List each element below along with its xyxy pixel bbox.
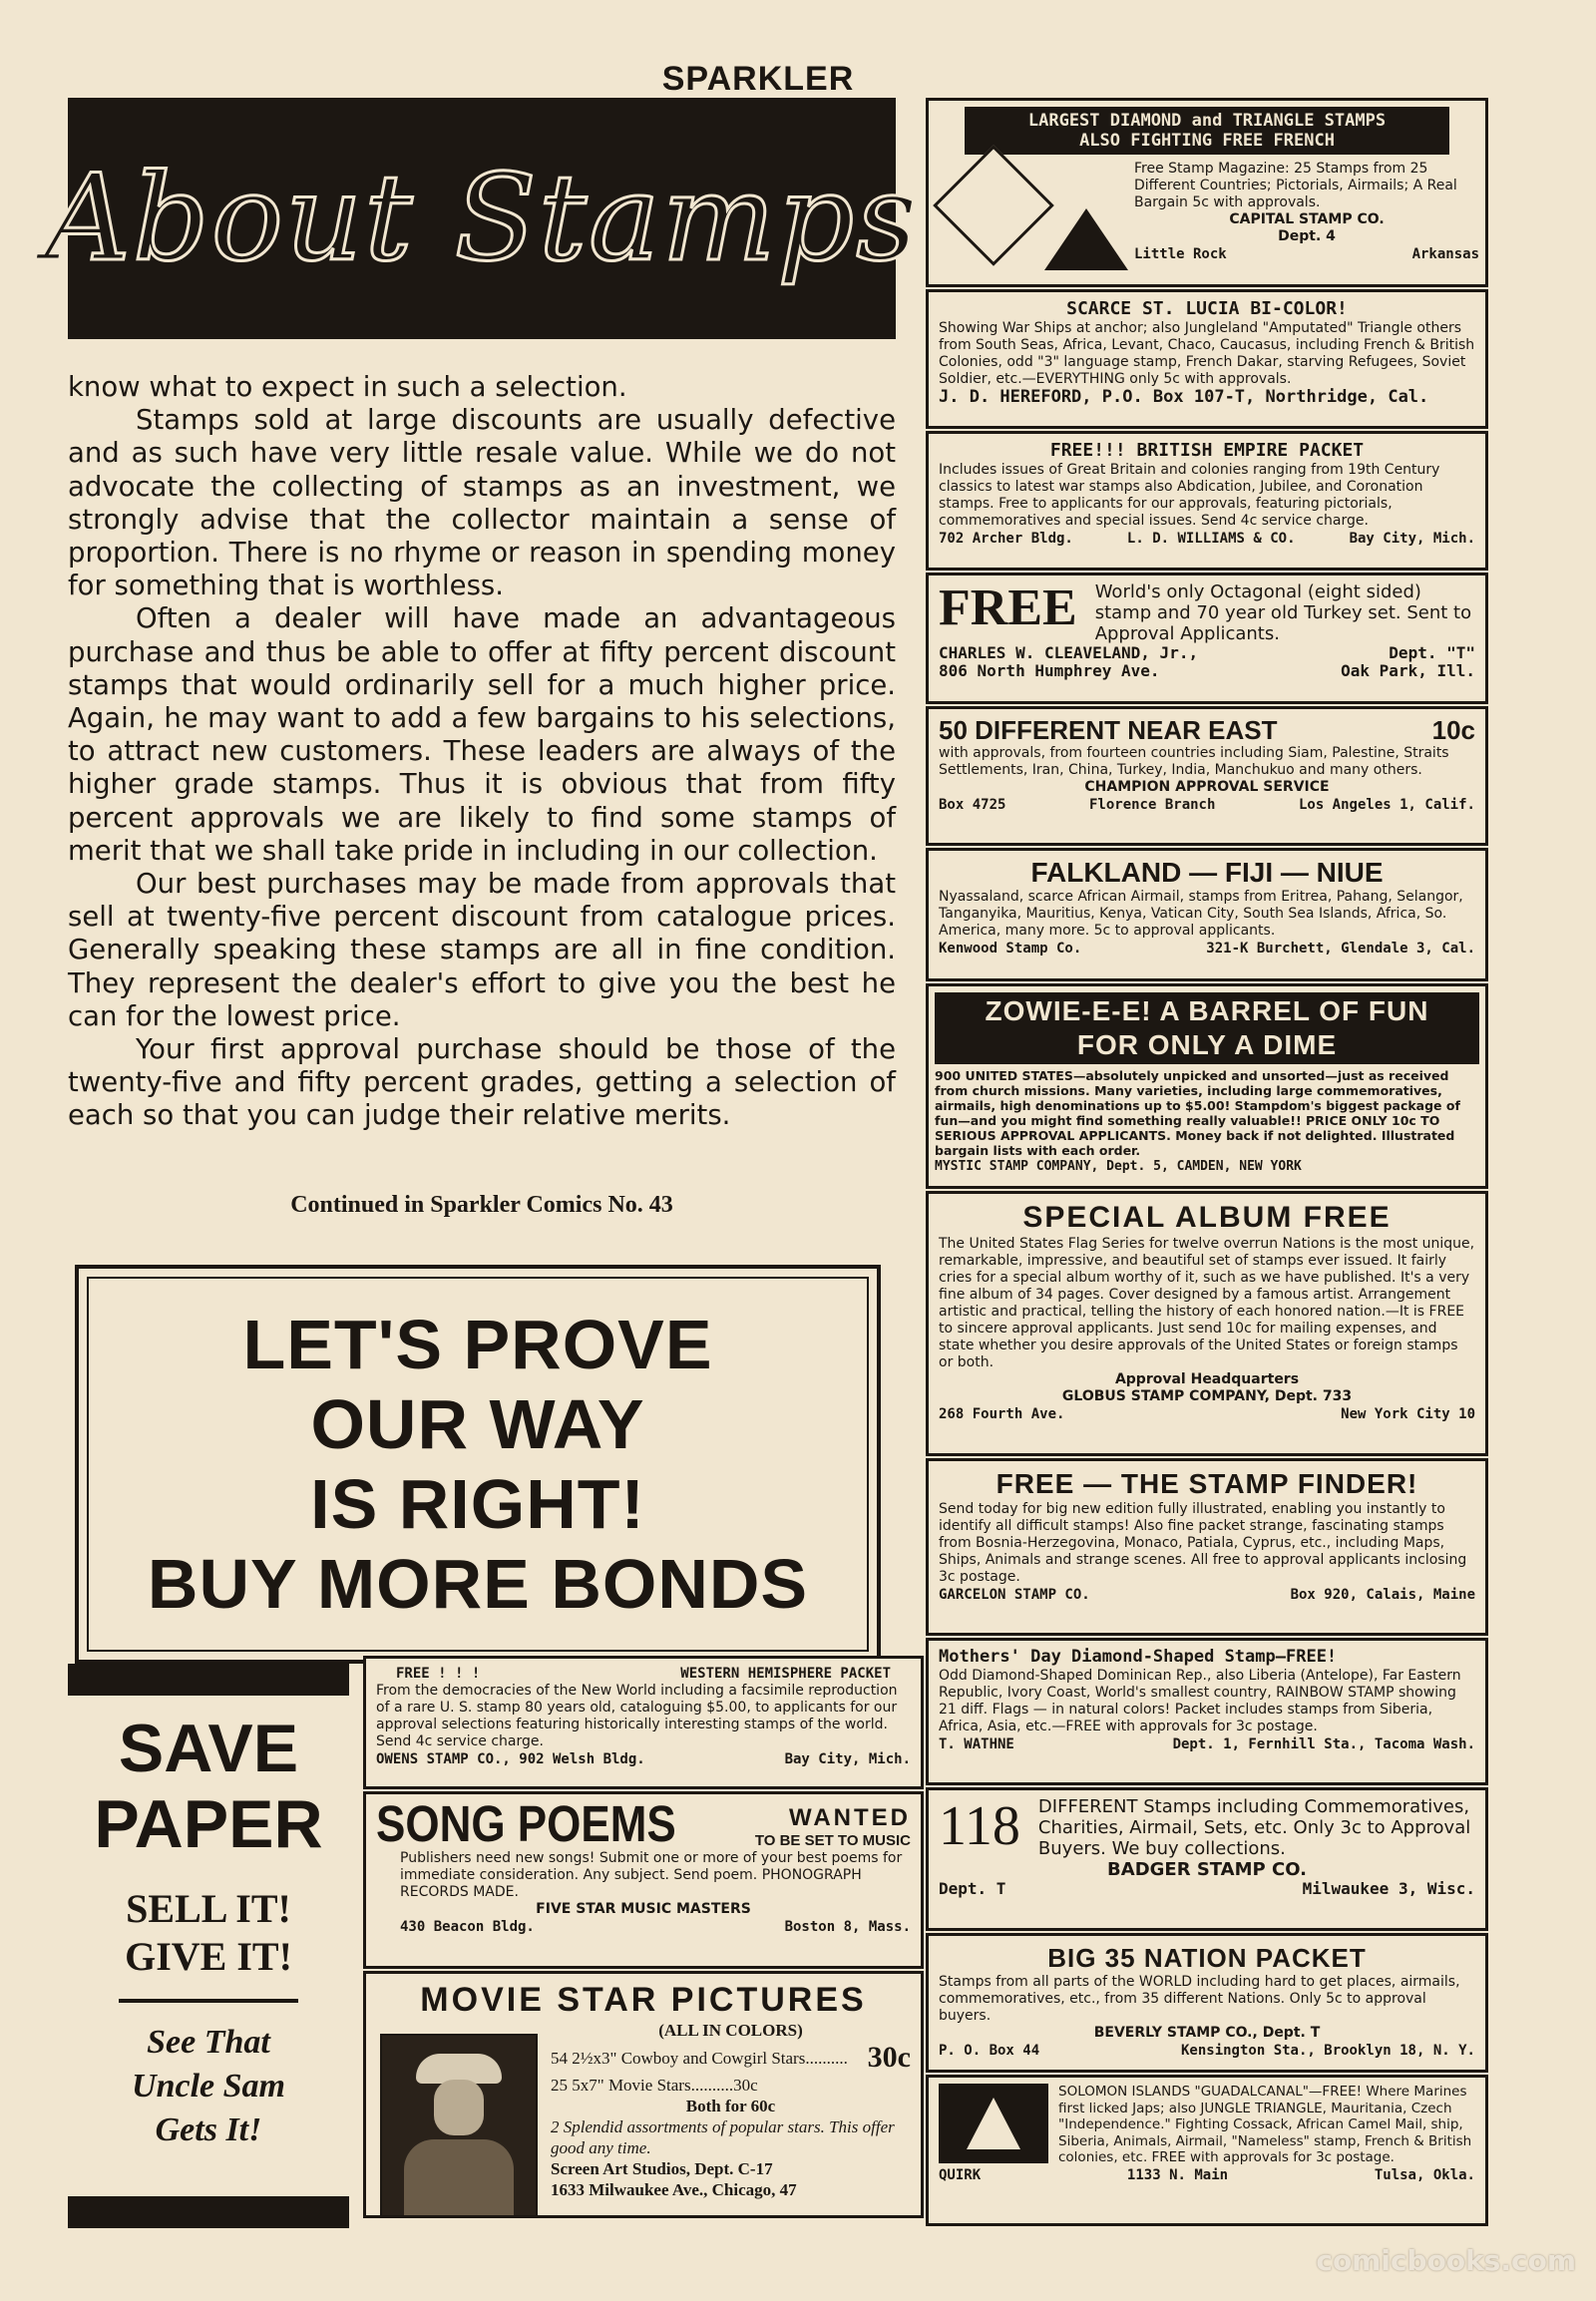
continued-note: Continued in Sparkler Comics No. 43 (290, 1192, 673, 1218)
ad-body: SOLOMON ISLANDS "GUADALCANAL"—FREE! Where Marines first licked Japs; also JUNGLE TRIANGLE, Mauritania, Czech "Independence." Fighting Cossack, African Camel Mail, ship, Siberia, Animals, Airmail, "Nameless" stamp, French & British colonies, etc. FREE with approvals for 3c postage. (1058, 2084, 1472, 2165)
ad-line: Both for 60c (685, 2097, 776, 2115)
ad-head: FREE ! ! ! (396, 1666, 481, 1682)
ad-35-nation (926, 1933, 1488, 2073)
ad-company: GLOBUS STAMP COMPANY, Dept. 733 (1061, 1388, 1353, 1404)
bonds-ad (75, 1265, 881, 1664)
ad-footer: 1633 Milwaukee Ave., Chicago, 47 (551, 2180, 797, 2199)
ad-wanted: WANTED (789, 1804, 911, 1831)
save-paper-ad (68, 1664, 349, 2202)
ad-state: Arkansas (1411, 246, 1479, 262)
ad-company: BEVERLY STAMP CO., Dept. T (1093, 2025, 1321, 2041)
ad-head-line: LARGEST DIAMOND and TRIANGLE STAMPS (1027, 111, 1387, 131)
ad-footer: J. D. HEREFORD, P.O. Box 107-T, Northridge, Cal. (939, 387, 1429, 407)
ad-company: CAPITAL STAMP CO. (1229, 211, 1385, 227)
save-italic: See That (147, 2024, 270, 2061)
ad-sub: TO BE SET TO MUSIC (754, 1832, 911, 1849)
ad-footer: Florence Branch (1088, 797, 1216, 813)
ad-head: MOVIE STAR PICTURES (420, 1981, 867, 2019)
cowboy-photo-icon (380, 2034, 538, 2217)
ad-footer: Dept. "T" (1389, 643, 1475, 662)
ad-line: 25 5x7" Movie Stars..........30c (551, 2076, 758, 2095)
ad-head-line: FOR ONLY A DIME (1076, 1029, 1338, 1060)
ad-company: CHAMPION APPROVAL SERVICE (1084, 779, 1330, 795)
ad-head-line: ALSO FIGHTING FREE FRENCH (1079, 131, 1335, 151)
ad-diamond-triangle (926, 98, 1488, 287)
ad-near-east (926, 706, 1488, 846)
article-body (68, 371, 896, 1133)
ad-head: FREE!!! BRITISH EMPIRE PACKET (1049, 440, 1365, 461)
about-stamps-banner (44, 98, 920, 339)
black-bar (68, 2196, 349, 2228)
ad-footer: Dept. 1, Fernhill Sta., Tacoma Wash. (1172, 1736, 1475, 1752)
ad-western-hemisphere (363, 1656, 924, 1789)
ad-hq: Approval Headquarters (1114, 1371, 1300, 1387)
ad-footer: Los Angeles 1, Calif. (1298, 797, 1475, 813)
ad-body: Free Stamp Magazine: 25 Stamps from 25 Different Countries; Pictorials, Airmails; A Real Bargain 5c with approvals. (1134, 161, 1457, 210)
ad-footer: Tulsa, Okla. (1374, 2166, 1475, 2183)
ad-footer: OWENS STAMP CO., 902 Welsh Bldg. (376, 1751, 645, 1767)
ad-head: Mothers' Day Diamond-Shaped Stamp—FREE! (939, 1647, 1338, 1667)
ad-body: with approvals, from fourteen countries including Siam, Palestine, Straits Settlements, Iran, China, Turkey, India, Manchukuo and many others. (939, 745, 1449, 778)
ad-footer: P. O. Box 44 (939, 2043, 1040, 2059)
ad-number: 118 (939, 1795, 1020, 1857)
ad-solomon (926, 2075, 1488, 2226)
ad-footer: Box 4725 (939, 797, 1006, 813)
ad-body: 900 UNITED STATES—absolutely unpicked and unsorted—just as received from church missions. Many varieties, including large commemoratives, airmails, high denominations up to $5.00! Stampdom's biggest package of fun—and you might find something really valuable!! PRICE ONLY 10c TO SERIOUS APPROVAL APPLICANTS. Money back if not delighted. Illustrated bargain lists with each order. (935, 1068, 1460, 1158)
ad-footer: Boston 8, Mass. (784, 1919, 911, 1935)
ad-head: SONG POEMS (376, 1796, 676, 1853)
ad-footer: Bay City, Mich. (784, 1751, 911, 1767)
ad-footer: Dept. T (939, 1879, 1006, 1898)
ad-octagonal (926, 573, 1488, 704)
ad-footer: 1133 N. Main (1126, 2166, 1229, 2183)
ad-footer: Oak Park, Ill. (1341, 661, 1475, 680)
save-title: PAPER (94, 1786, 323, 1862)
ad-sub: (ALL IN COLORS) (658, 2021, 803, 2040)
ad-footer: New York City 10 (1341, 1406, 1475, 1422)
ad-118-different (926, 1787, 1488, 1931)
article-paragraph: Our best purchases may be made from approvals that sell at twenty-five percent discount from catalogue prices. Generally speaking these stamps are all in fine condition. They represent the dealer's effort to give you the best he can for the lowest price. (68, 868, 896, 1032)
watermark: comicbooks.com (1316, 2244, 1576, 2277)
diamond-triangle-stamps-icon (935, 155, 1124, 276)
free-label: FREE (939, 579, 1077, 636)
bonds-line: BUY MORE BONDS (147, 1545, 809, 1623)
ad-body: Includes issues of Great Britain and colonies ranging from 19th Century classics to latest war stamps also Abdication, Jubilee, and Coronation stamps. Free to applicants for our approvals, featuring pictorials, commemoratives and special issues. Send 4c service charge. (939, 462, 1440, 529)
ad-body: Showing War Ships at anchor; also Jungleland "Amputated" Triangle others from South Seas, Africa, Levant, Chaco, Caucasus, including French & British Colonies, odd "3" language stamp, French Dakar, starving Refugees, Soviet Soldier, etc.—EVERYTHING only 5c with approvals. (939, 320, 1475, 387)
ad-body: Nyassaland, scarce African Airmail, stamps from Eritrea, Pahang, Selangor, Tanganyika, Mauritius, Kenya, Vatican City, South Sea Islands, Africa, So. America, many more. 5c to approval applicants. (939, 889, 1463, 939)
ad-body: The United States Flag Series for twelve overrun Nations is the most unique, remarkable, impressive, and beautiful set of stamps ever issued. It fairly cries for a special album worthy of it, such as we have published. It's a very fine album of 34 pages. Cover designed by a famous artist. Arrangement artistic and practical, telling the history of each honored nation.—It is FREE to sincere approval applicants. Just send 10c for mailing expenses, and state whether you desire approvals of the United States or foreign stamps or both. (939, 1236, 1475, 1370)
ad-price: 30c (867, 2041, 911, 2074)
page-header: SPARKLER (661, 60, 855, 98)
save-sub: GIVE IT! (125, 1934, 292, 1979)
ad-head: FALKLAND — FIJI — NIUE (1030, 857, 1384, 888)
ad-footer: GARCELON STAMP CO. (939, 1587, 1090, 1603)
ad-head-line: ZOWIE-E-E! A BARREL OF FUN (985, 995, 1429, 1026)
ad-body: DIFFERENT Stamps including Commemoratives, Charities, Airmail, Sets, etc. Only 3c to Approval Buyers. We buy collections. (1037, 1796, 1471, 1859)
ad-footer: CHARLES W. CLEAVELAND, Jr., (939, 643, 1199, 662)
divider (119, 1999, 298, 2003)
save-sub: SELL IT! (126, 1886, 291, 1931)
ad-footer: Kenwood Stamp Co. (939, 941, 1082, 957)
ad-head (935, 992, 1479, 1064)
ad-album-free (926, 1191, 1488, 1456)
ad-footer: L. D. WILLIAMS & CO. (1126, 531, 1296, 547)
bonds-line: LET'S PROVE (242, 1306, 713, 1383)
ad-song-poems (363, 1791, 924, 1969)
black-bar (68, 1664, 349, 1696)
ad-footer: 430 Beacon Bldg. (400, 1919, 535, 1935)
ad-head: WESTERN HEMISPHERE PACKET (680, 1666, 891, 1682)
ad-st-lucia (926, 289, 1488, 429)
ad-footer: Milwaukee 3, Wisc. (1302, 1879, 1475, 1898)
ad-head: FREE — THE STAMP FINDER! (996, 1468, 1418, 1499)
ad-footer: 321-K Burchett, Glendale 3, Cal. (1206, 941, 1475, 957)
ad-head: BIG 35 NATION PACKET (1047, 1943, 1367, 1973)
ad-zowie (926, 983, 1488, 1189)
ad-footer: QUIRK (939, 2166, 982, 2183)
ad-price: 10c (1431, 715, 1475, 745)
ad-body: From the democracies of the New World including a facsimile reproduction of a rare U. S. stamp 80 years old, cataloguing $5.00, to applicants for our approval selections featuring historically interesting stamps of the world. Send 4c service charge. (376, 1683, 898, 1749)
article-paragraph: know what to expect in such a selection. (68, 371, 627, 403)
ad-body: Stamps from all parts of the WORLD including hard to get places, airmails, commemoratives, etc., from 35 different Nations. Only 5c to approval buyers. (939, 1974, 1460, 2024)
ad-footer: 806 North Humphrey Ave. (939, 661, 1160, 680)
ad-company: BADGER STAMP CO. (1107, 1859, 1307, 1880)
ad-footer: MYSTIC STAMP COMPANY, Dept. 5, CAMDEN, NEW YORK (935, 1159, 1302, 1174)
ad-footer: T. WATHNE (939, 1736, 1014, 1752)
solomon-stamp-icon (939, 2084, 1048, 2163)
save-title: SAVE (118, 1711, 299, 1786)
ad-line: 54 2½x3" Cowboy and Cowgirl Stars.......... (551, 2048, 848, 2068)
ad-footer: Bay City, Mich. (1349, 531, 1475, 547)
ad-city: Little Rock (1134, 246, 1227, 262)
ad-footer: Box 920, Calais, Maine (1290, 1587, 1475, 1603)
ad-stamp-finder (926, 1458, 1488, 1636)
article-paragraph: Often a dealer will have made an advantageous purchase and thus be able to offer at fifty percent discount stamps that would ordinarily sell for a much higher price. Again, he may want to add a few bargains to his selections, to attract new customers. These leaders are always of the higher grade stamps. Thus it is obvious that from fifty percent approvals we are likely to find some stamps of merit that we shall take pride in including in our collection. (68, 602, 896, 867)
article-paragraph: Your first approval purchase should be those of the twenty-five and fifty percent grades, getting a selection of each so that you can judge their relative merits. (68, 1033, 896, 1132)
ad-line: 2 Splendid assortments of popular stars. This offer good any time. (551, 2117, 895, 2157)
ad-body: Send today for big new edition fully illustrated, enabling you instantly to identify all difficult stamps! Also fine packet strange, fascinating stamps from Bosnia-Herzegovina, Monaco, Patiala, Cyprus, etc., including Maps, Ships, Animals and strange scenes. All free to approval applicants inclosing 3c postage. (939, 1501, 1467, 1585)
ad-falkland (926, 848, 1488, 981)
ad-dept: Dept. 4 (1278, 228, 1336, 244)
ad-movie-star (363, 1971, 924, 2218)
ad-mothers-day (926, 1638, 1488, 1785)
ad-head: SPECIAL ALBUM FREE (1022, 1201, 1392, 1234)
ad-british-empire (926, 431, 1488, 571)
ad-footer: 702 Archer Bldg. (939, 531, 1073, 547)
bonds-line: IS RIGHT! (310, 1465, 645, 1543)
save-italic: Gets It! (155, 2111, 262, 2148)
ad-head: 50 DIFFERENT NEAR EAST (939, 715, 1278, 745)
save-italic: Uncle Sam (132, 2068, 285, 2105)
ad-body: World's only Octagonal (eight sided) stamp and 70 year old Turkey set. Sent to Approval Applicants. (1094, 581, 1472, 644)
ad-footer: Screen Art Studios, Dept. C-17 (551, 2159, 773, 2178)
ad-footer: 268 Fourth Ave. (939, 1406, 1065, 1422)
ad-body: Publishers need new songs! Submit one or more of your best poems for immediate consideration. Any subject. Send poem. PHONOGRAPH RECORDS MADE. (400, 1850, 903, 1900)
ad-head: SCARCE ST. LUCIA BI-COLOR! (1066, 298, 1348, 319)
ad-body: Odd Diamond-Shaped Dominican Rep., also Liberia (Antelope), Far Eastern Republic, Ivory Coast, World's smallest country, RAINBOW STAMP showing 21 diff. Flags — in natural colors! Packet includes stamps from Siberia, Africa, Asia, etc.—FREE with approvals for 3c postage. (939, 1668, 1461, 1734)
banner-title: About Stamps (44, 149, 920, 288)
article-paragraph: Stamps sold at large discounts are usually defective and as such have very little resale value. While we do not advocate the collecting of stamps as an investment, we strongly advise that the collector maintain a sense of proportion. There is no rhyme or reason in spending money for something that is worthless. (68, 404, 896, 602)
ad-head (965, 107, 1449, 155)
ad-company: FIVE STAR MUSIC MASTERS (536, 1901, 751, 1917)
ad-footer: Kensington Sta., Brooklyn 18, N. Y. (1180, 2043, 1475, 2059)
bonds-line: OUR WAY (310, 1385, 645, 1463)
